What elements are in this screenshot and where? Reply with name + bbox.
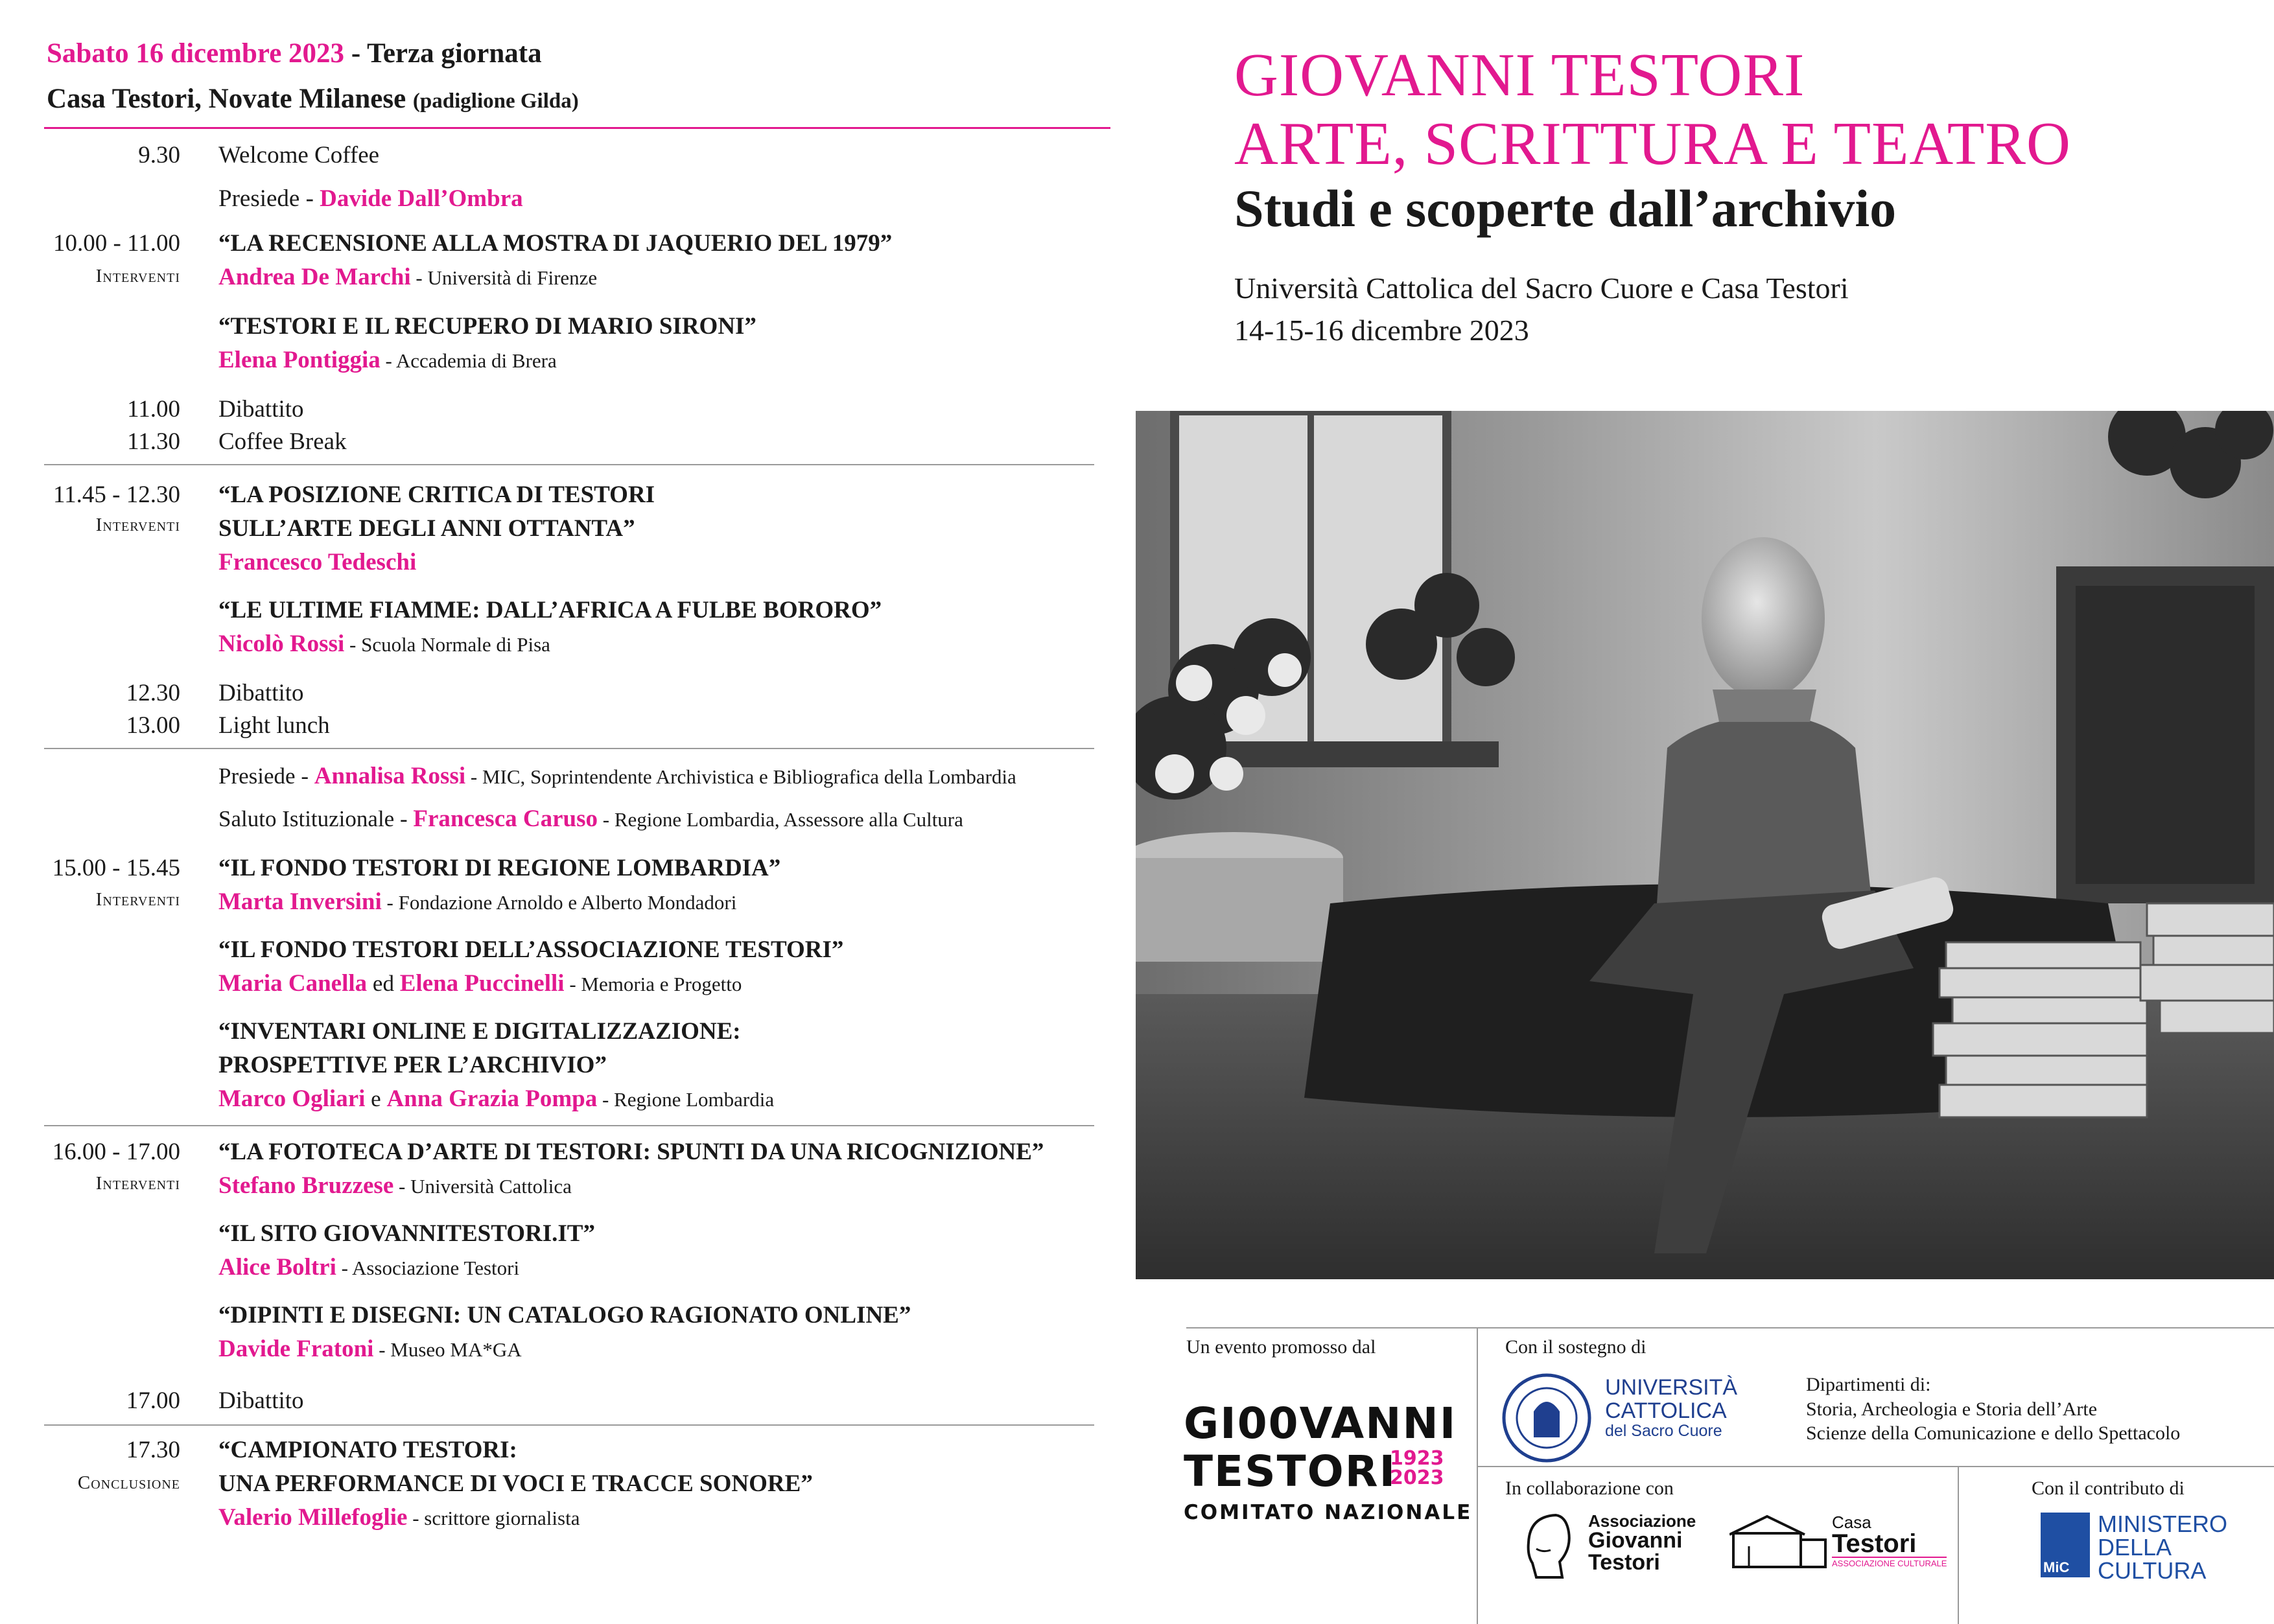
header-rule	[44, 127, 1110, 129]
agenda-item: Dibattito	[218, 680, 304, 706]
day-header	[47, 38, 542, 69]
mic-line2: DELLA	[2098, 1534, 2172, 1560]
credits-divider	[1958, 1466, 1959, 1624]
venue-name: Casa Testori, Novate Milanese	[47, 84, 413, 114]
talk-title: “TESTORI E IL RECUPERO DI MARIO SIRONI”	[218, 313, 756, 340]
mic-wordmark	[2098, 1513, 2227, 1583]
portrait-photo	[1136, 411, 2274, 1279]
speaker	[218, 630, 550, 658]
time-slot: 11.45 - 12.30	[53, 481, 180, 508]
casa-line2: Testori	[1832, 1529, 1917, 1558]
committee-logo-years	[1390, 1449, 1444, 1488]
speaker-affiliation: - Memoria e Progetto	[564, 973, 742, 995]
speaker-affiliation: - Fondazione Arnoldo e Alberto Mondadori	[381, 891, 737, 914]
time-slot: 17.00	[126, 1387, 180, 1414]
venue-note: (padiglione Gilda)	[412, 89, 579, 113]
speaker	[218, 346, 557, 374]
departments	[1806, 1373, 2180, 1446]
credits-rule	[1477, 1466, 2274, 1467]
time-slot: 17.30	[126, 1437, 180, 1463]
speaker-affiliation: - Regione Lombardia	[597, 1088, 775, 1111]
contrib-label: Con il contributo di	[2032, 1478, 2185, 1499]
cattolica-line2: CATTOLICA	[1605, 1398, 1727, 1423]
section-rule	[44, 748, 1094, 749]
session-tag: Interventi	[95, 889, 180, 910]
talk-title: SULL’ARTE DEGLI ANNI OTTANTA”	[218, 515, 635, 542]
speaker	[218, 548, 416, 576]
time-slot: 9.30	[138, 142, 180, 168]
department-item: Storia, Archeologia e Storia dell’Arte	[1806, 1398, 2098, 1420]
session-tag: Interventi	[95, 515, 180, 535]
talk-title: “LA RECENSIONE ALLA MOSTRA DI JAQUERIO DEL 1979”	[218, 230, 893, 257]
organizers: Università Cattolica del Sacro Cuore e Casa Testori	[1234, 272, 1849, 305]
chair	[218, 185, 523, 213]
chair	[218, 762, 1016, 790]
speaker-name: Marta Inversini	[218, 888, 382, 915]
chair-label: Presiede -	[218, 185, 320, 212]
agenda-item: Light lunch	[218, 712, 330, 739]
cattolica-seal-icon	[1501, 1373, 1592, 1463]
greeting-affiliation: - Regione Lombardia, Assessore alla Cultura	[598, 808, 963, 831]
talk-title: UNA PERFORMANCE DI VOCI E TRACCE SONORE”	[218, 1470, 813, 1497]
speaker-name: Valerio Millefoglie	[218, 1504, 408, 1531]
talk-title: “CAMPIONATO TESTORI:	[218, 1437, 517, 1463]
talk-title: “INVENTARI ONLINE E DIGITALIZZAZIONE:	[218, 1018, 741, 1045]
speaker	[218, 969, 742, 997]
session-tag: Conclusione	[77, 1472, 180, 1493]
time-slot: 15.00 - 15.45	[52, 855, 180, 881]
time-slot: 16.00 - 17.00	[52, 1139, 180, 1165]
talk-title: PROSPETTIVE PER L’ARCHIVIO”	[218, 1052, 607, 1078]
speaker	[218, 888, 736, 916]
chair-name: Davide Dall’Ombra	[320, 185, 523, 212]
speaker-affiliation: - Università di Firenze	[410, 266, 598, 289]
casa-testori-house-icon	[1729, 1514, 1827, 1572]
cattolica-line1: UNIVERSITÀ	[1605, 1375, 1738, 1400]
speaker-name: Stefano Bruzzese	[218, 1172, 394, 1199]
speaker-name: Alice Boltri	[218, 1254, 336, 1281]
speaker-name: Maria Canella	[218, 970, 368, 997]
cover-title: GIOVANNI TESTORI	[1234, 41, 1805, 109]
committee-logo-line2	[1184, 1446, 1396, 1496]
speaker	[218, 1172, 572, 1200]
speaker-name: Francesco Tedeschi	[218, 549, 417, 575]
day-label: Terza giornata	[367, 38, 542, 69]
talk-title: “IL FONDO TESTORI DELL’ASSOCIAZIONE TESTORI”	[218, 936, 844, 963]
session-tag: Interventi	[95, 1173, 180, 1194]
greeting-name: Francesca Caruso	[413, 806, 598, 832]
speaker-affiliation: - Associazione Testori	[336, 1257, 520, 1279]
speaker	[218, 1253, 519, 1281]
cattolica-line3: del Sacro Cuore	[1605, 1422, 1722, 1441]
agenda-item: Dibattito	[218, 396, 304, 423]
time-slot: 11.30	[127, 428, 180, 455]
talk-title: “IL SITO GIOVANNITESTORI.IT”	[218, 1220, 595, 1247]
speaker-name: Andrea De Marchi	[218, 264, 411, 290]
speaker-name: Marco Ogliari	[218, 1085, 366, 1112]
day-sep: -	[344, 38, 368, 69]
speaker-affiliation: - scrittore giornalista	[407, 1507, 580, 1529]
talk-title: “IL FONDO TESTORI DI REGIONE LOMBARDIA”	[218, 855, 781, 881]
talk-title: “LA POSIZIONE CRITICA DI TESTORI	[218, 481, 655, 508]
speaker-conjunction: e	[365, 1086, 387, 1111]
speaker-name: Davide Fratoni	[218, 1336, 374, 1362]
section-rule	[44, 1424, 1094, 1426]
committee-year-start: 1923	[1390, 1447, 1444, 1470]
time-slot: 10.00 - 11.00	[53, 230, 180, 257]
day-date: Sabato 16 dicembre 2023	[47, 38, 345, 69]
mic-line3: CULTURA	[2098, 1557, 2207, 1584]
speaker-affiliation: - Museo MA*GA	[373, 1338, 522, 1361]
event-dates: 14-15-16 dicembre 2023	[1234, 314, 1529, 347]
departments-title: Dipartimenti di:	[1806, 1374, 1931, 1395]
time-slot: 12.30	[126, 680, 180, 706]
mic-line1: MINISTERO	[2098, 1511, 2228, 1537]
section-rule	[44, 464, 1094, 465]
assoc-line3: Testori	[1588, 1550, 1660, 1575]
committee-logo-name: GI00VANNI	[1184, 1398, 1457, 1448]
agenda-item: Dibattito	[218, 1387, 304, 1414]
speaker-name: Elena Puccinelli	[399, 970, 565, 997]
speaker	[218, 1085, 774, 1113]
chair-label: Presiede -	[218, 763, 314, 789]
committee-logo-surname: TESTORI	[1184, 1446, 1397, 1496]
speaker	[218, 263, 597, 291]
cover-title: ARTE, SCRITTURA E TEATRO	[1234, 110, 2071, 178]
section-rule	[44, 1125, 1094, 1126]
cattolica-wordmark	[1605, 1376, 1737, 1440]
time-slot: 11.00	[127, 396, 180, 423]
speaker-affiliation: - Università Cattolica	[393, 1175, 572, 1198]
assoc-line2: Giovanni	[1588, 1528, 1683, 1553]
testori-profile-icon	[1517, 1510, 1577, 1581]
speaker-conjunction: ed	[367, 971, 400, 996]
greeting-label: Saluto Istituzionale -	[218, 806, 414, 831]
session-tag: Interventi	[95, 266, 180, 286]
promoted-label: Un evento promosso dal	[1186, 1336, 1376, 1358]
support-label: Con il sostegno di	[1505, 1336, 1647, 1358]
speaker	[218, 1503, 580, 1531]
casa-line3: ASSOCIAZIONE CULTURALE	[1832, 1557, 1947, 1568]
collab-label: In collaborazione con	[1505, 1478, 1674, 1499]
committee-logo-caption: COMITATO NAZIONALE	[1184, 1501, 1473, 1524]
credits-rule	[1186, 1327, 2274, 1328]
mic-abbrev: MiC	[2043, 1559, 2070, 1575]
assoc-line1: Associazione	[1588, 1511, 1696, 1531]
agenda-item: Welcome Coffee	[218, 142, 380, 168]
greeting	[218, 805, 963, 833]
agenda-item: Coffee Break	[218, 428, 347, 455]
talk-title: “LA FOTOTECA D’ARTE DI TESTORI: SPUNTI DA UNA RICOGNIZIONE”	[218, 1139, 1044, 1165]
venue	[47, 83, 579, 115]
committee-year-end: 2023	[1390, 1467, 1444, 1489]
mic-logo-icon	[2041, 1513, 2090, 1577]
speaker-affiliation: - Accademia di Brera	[380, 349, 557, 372]
speaker-name: Nicolò Rossi	[218, 631, 345, 657]
portrait-photo-image	[1136, 411, 2274, 1279]
talk-title: “LE ULTIME FIAMME: DALL’AFRICA A FULBE BORORO”	[218, 597, 882, 623]
chair-name: Annalisa Rossi	[314, 763, 466, 789]
casa-wordmark	[1832, 1514, 1947, 1568]
committee-logo-line1	[1184, 1398, 1457, 1448]
speaker-affiliation: - Scuola Normale di Pisa	[344, 633, 550, 656]
assoc-wordmark	[1588, 1513, 1696, 1573]
credits-divider	[1477, 1327, 1478, 1624]
time-slot: 13.00	[126, 712, 180, 739]
chair-affiliation: - MIC, Soprintendente Archivistica e Bibliografica della Lombardia	[465, 765, 1016, 788]
talk-title: “DIPINTI E DISEGNI: UN CATALOGO RAGIONATO ONLINE”	[218, 1302, 911, 1328]
casa-line1: Casa	[1832, 1513, 1871, 1532]
cover-subtitle: Studi e scoperte dall’archivio	[1234, 179, 1897, 238]
speaker	[218, 1335, 522, 1363]
department-item: Scienze della Comunicazione e dello Spettacolo	[1806, 1422, 2181, 1444]
speaker-name: Anna Grazia Pompa	[386, 1085, 598, 1112]
speaker-name: Elena Pontiggia	[218, 347, 381, 373]
